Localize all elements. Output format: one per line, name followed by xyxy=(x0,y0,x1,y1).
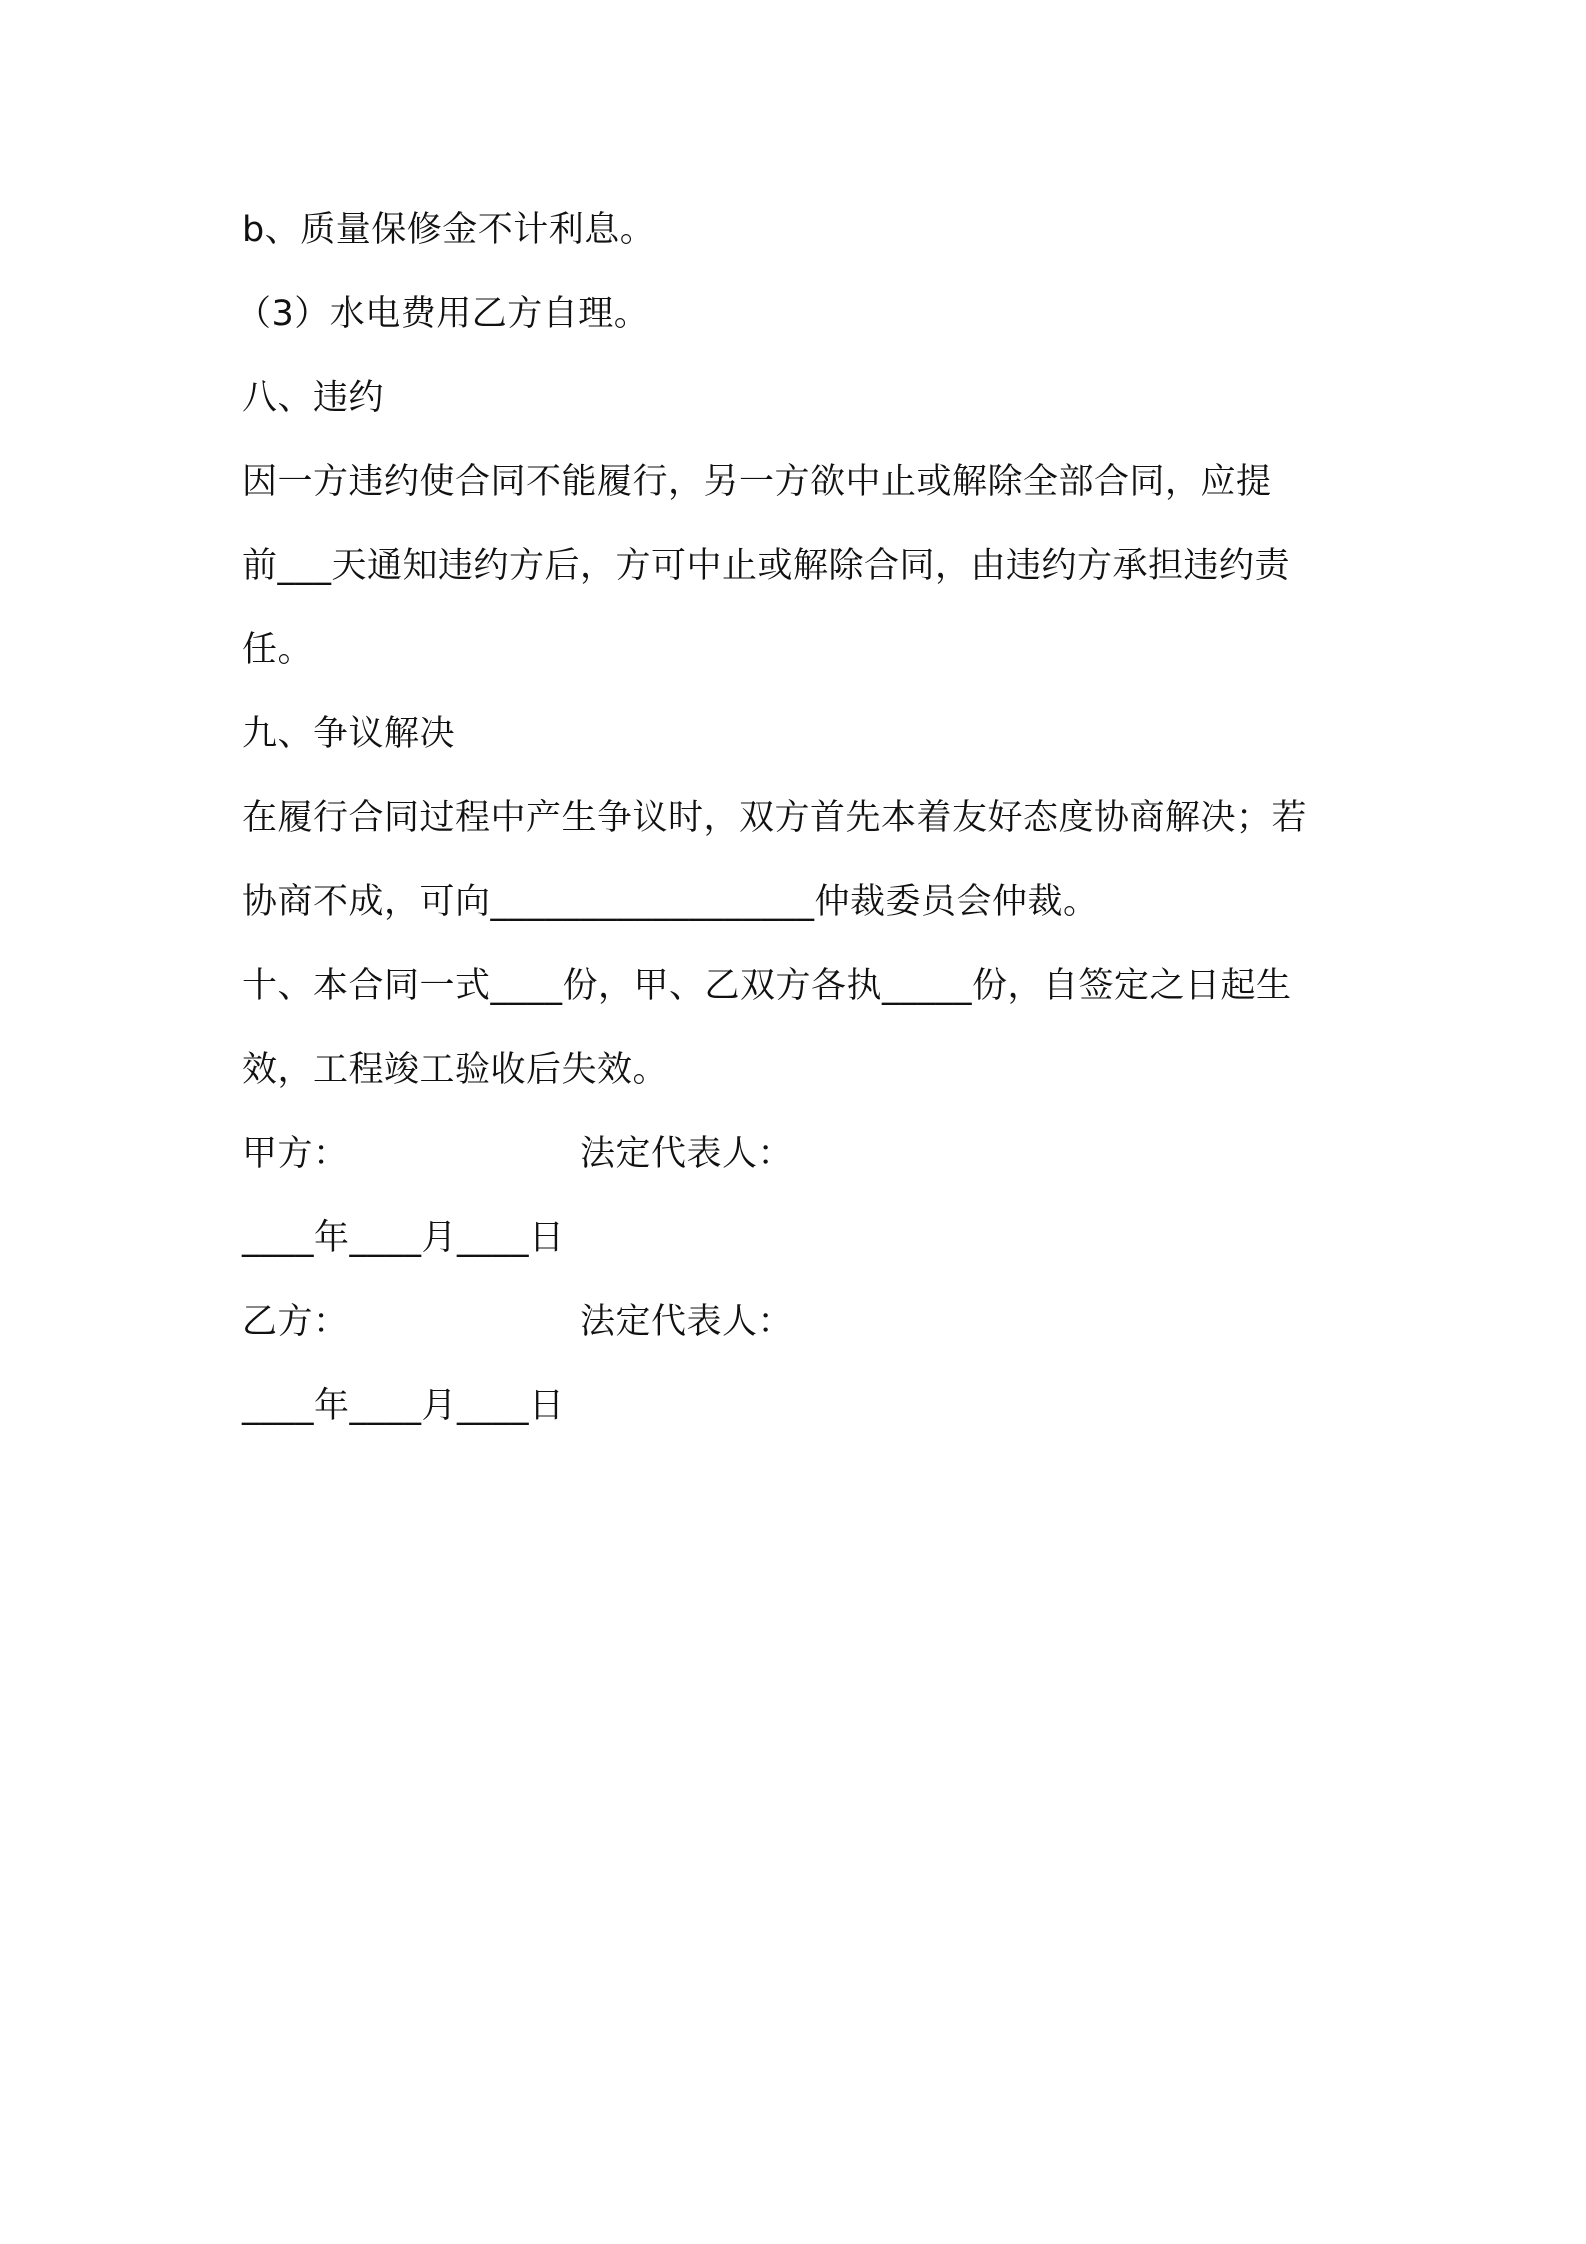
party-a-label: 甲方： xyxy=(242,1134,349,1174)
party-b-rep-label: 法定代表人： xyxy=(580,1302,794,1342)
section-10-text-line-1: 十、本合同一式____份，甲、乙双方各执_____份，自签定之日起生 xyxy=(242,966,1292,1006)
section-10-text-line-2: 效，工程竣工验收后失效。 xyxy=(242,1050,669,1090)
party-a-date: ____年____月____日 xyxy=(242,1218,565,1258)
section-9-text-line-1: 在履行合同过程中产生争议时，双方首先本着友好态度协商解决；若 xyxy=(242,798,1308,838)
clause-3-utilities: （3）水电费用乙方自理。 xyxy=(236,294,650,334)
section-8-text-line-1: 因一方违约使合同不能履行，另一方欲中止或解除全部合同，应提 xyxy=(242,462,1272,502)
clause-b-quality-deposit: b、质量保修金不计利息。 xyxy=(242,210,656,250)
party-b-date: ____年____月____日 xyxy=(242,1386,565,1426)
section-8-text-line-3: 任。 xyxy=(242,630,314,670)
section-8-text-line-2: 前___天通知违约方后，方可中止或解除合同，由违约方承担违约责 xyxy=(242,546,1291,586)
party-b-label: 乙方： xyxy=(242,1302,349,1342)
section-9-text-line-2: 协商不成，可向__________________仲裁委员会仲裁。 xyxy=(242,882,1099,922)
section-8-heading: 八、违约 xyxy=(242,378,385,418)
section-9-heading: 九、争议解决 xyxy=(242,714,456,754)
party-a-rep-label: 法定代表人： xyxy=(580,1134,794,1174)
